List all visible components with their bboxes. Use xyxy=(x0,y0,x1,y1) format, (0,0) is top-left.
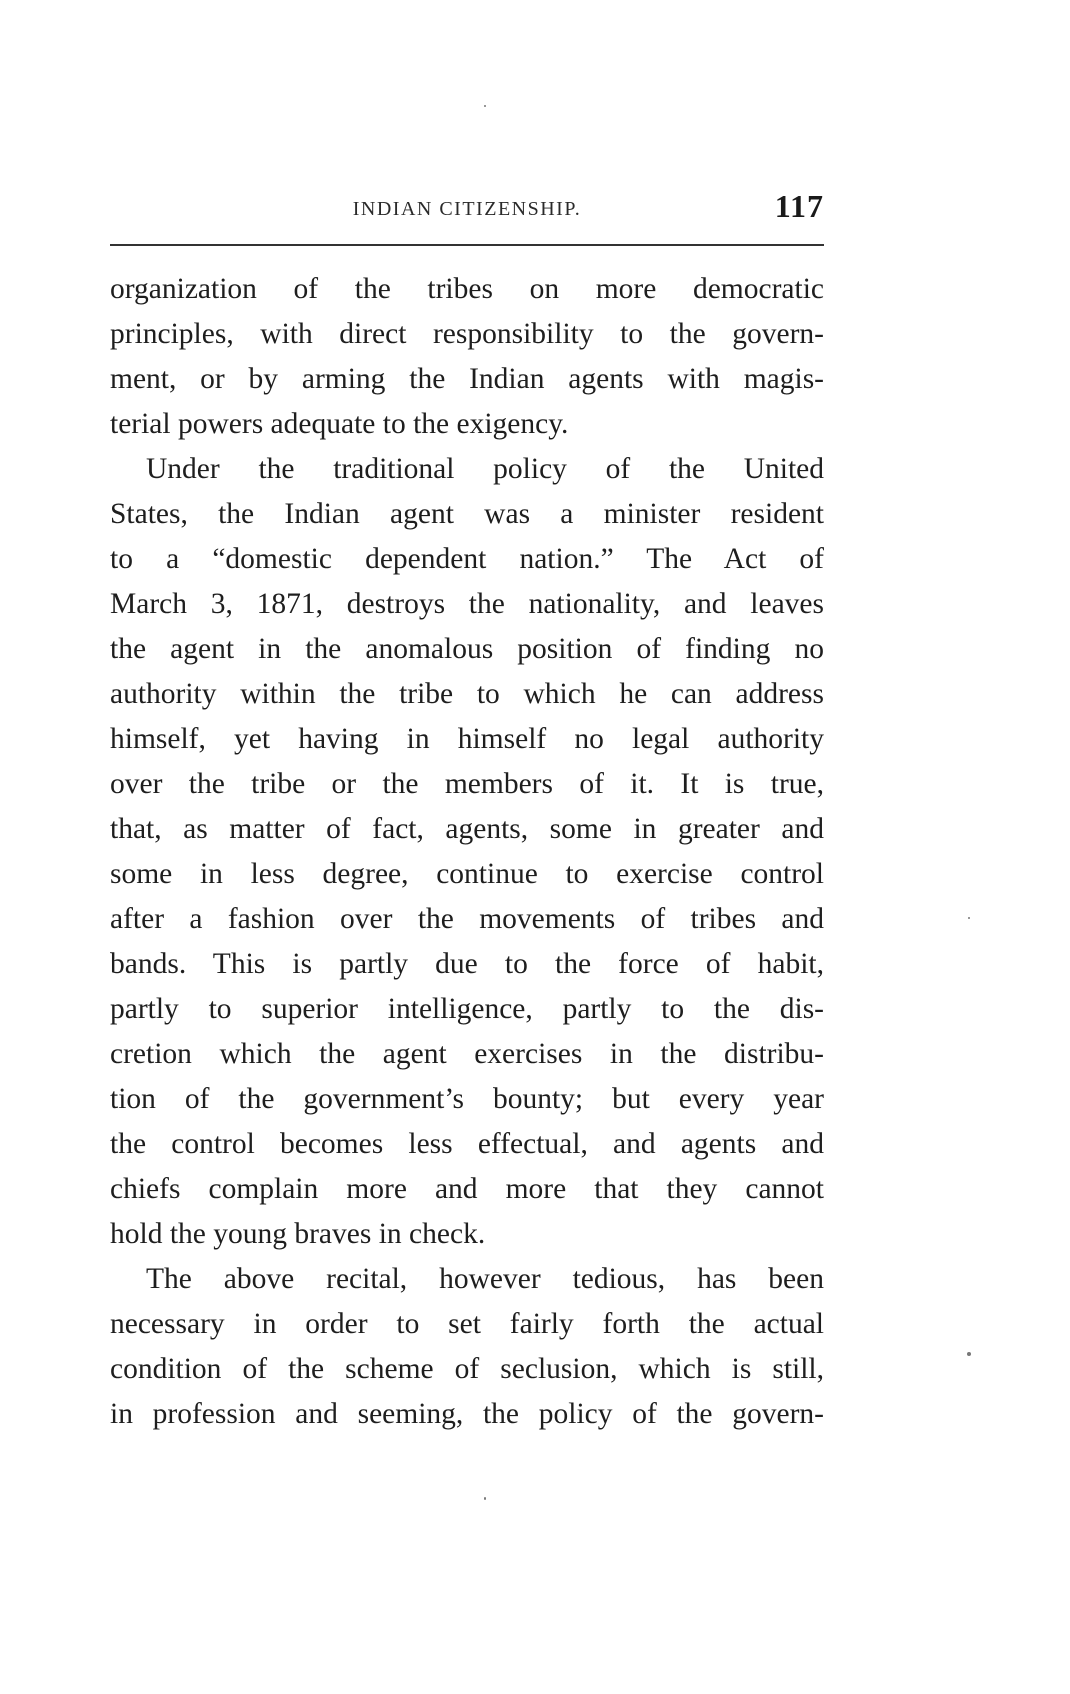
text-line: over the tribe or the members of it. It is true, xyxy=(110,768,824,800)
text-line: chiefs complain more and more that they cannot xyxy=(110,1173,824,1205)
text-line: necessary in order to set fairly forth the actual xyxy=(110,1308,824,1340)
text-line: after a fashion over the movements of tribes and xyxy=(110,903,824,935)
text-line: Under the traditional policy of the United xyxy=(146,453,824,485)
text-line: The above recital, however tedious, has been xyxy=(146,1263,824,1295)
text-line: partly to superior intelligence, partly to the dis- xyxy=(110,993,824,1025)
text-line: terial powers adequate to the exigency. xyxy=(110,408,569,440)
paragraph-2 xyxy=(110,447,824,1257)
text-line: in profession and seeming, the policy of the govern- xyxy=(110,1398,824,1430)
text-body xyxy=(110,267,824,1437)
header-rule xyxy=(110,244,824,246)
text-line: ment, or by arming the Indian agents with magis- xyxy=(110,363,824,395)
text-line: organization of the tribes on more democratic xyxy=(110,273,824,305)
text-line: tion of the government’s bounty; but every year xyxy=(110,1083,824,1115)
text-line: authority within the tribe to which he can address xyxy=(110,678,824,710)
text-line: the agent in the anomalous position of finding no xyxy=(110,633,824,665)
paragraph-3 xyxy=(110,1257,824,1437)
paragraph-1 xyxy=(110,267,824,447)
text-line: to a “domestic dependent nation.” The Act of xyxy=(110,543,824,575)
text-line: himself, yet having in himself no legal authority xyxy=(110,723,824,755)
text-line: the control becomes less effectual, and agents and xyxy=(110,1128,824,1160)
text-line: that, as matter of fact, agents, some in greater and xyxy=(110,813,824,845)
text-line: some in less degree, continue to exercise control xyxy=(110,858,824,890)
text-line: hold the young braves in check. xyxy=(110,1218,486,1250)
scan-speck xyxy=(484,105,486,107)
page-number: 117 xyxy=(774,188,824,224)
text-line: cretion which the agent exercises in the distribu- xyxy=(110,1038,824,1070)
text-line: condition of the scheme of seclusion, which is still, xyxy=(110,1353,824,1385)
running-head xyxy=(110,188,824,228)
text-line: States, the Indian agent was a minister resident xyxy=(110,498,824,530)
text-line: March 3, 1871, destroys the nationality, and leaves xyxy=(110,588,824,620)
scan-speck xyxy=(968,917,970,919)
text-line: principles, with direct responsibility to the govern- xyxy=(110,318,824,350)
text-line: bands. This is partly due to the force of habit, xyxy=(110,948,824,980)
running-title: INDIAN CITIZENSHIP. xyxy=(352,198,582,220)
scan-speck xyxy=(484,1497,486,1500)
scan-speck xyxy=(967,1352,971,1356)
